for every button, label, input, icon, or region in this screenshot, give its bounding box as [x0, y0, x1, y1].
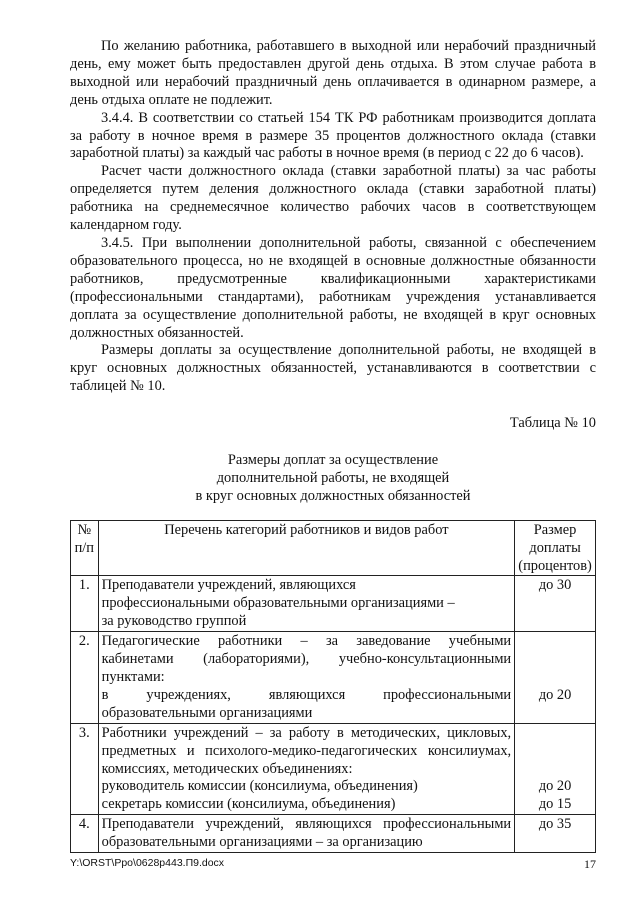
row-value	[515, 576, 596, 632]
table-label: Таблица № 10	[509, 415, 596, 432]
row-line: за руководство группой	[101, 613, 247, 630]
row-description	[98, 632, 515, 724]
row-value	[515, 815, 596, 853]
paragraph: Расчет части должностного оклада (ставки заработной платы) за час работы определяется путем деления должностного оклада (ставки заработной платы) работника на среднемесячное количество рабочих часов в соответствующем календарном году.	[70, 163, 596, 234]
table-title-line: в круг основных должностных обязанностей	[195, 487, 471, 504]
paragraph: 3.4.5. При выполнении дополнительной работы, связанной с обеспечением образовательного процесса, но не входящей в основные должностные обязанности работников, предусмотренные квалификационными характеристиками (профессиональными стандартами), работникам учреждения устанавливается доплата за осуществление дополнительной работы, не входящей в круг основных должностных обязанностей.	[70, 234, 596, 341]
row-subitem: руководитель комиссии (консилиума, объединения)	[101, 778, 418, 795]
table-row	[71, 576, 596, 632]
paragraph: По желанию работника, работавшего в выходной или нерабочий праздничный день, ему может быть предоставлен другой день отдыха. В этом случае работа в выходной или нерабочий праздничный день оплачивается в одинарном размере, а день отдыха оплате не подлежит.	[70, 38, 596, 108]
row-line: Преподаватели учреждений, являющихся	[101, 577, 356, 594]
table-title-line: Размеры доплат за осуществление	[227, 452, 439, 469]
header-num: № п/п	[71, 520, 99, 576]
table-row	[71, 815, 596, 853]
row-text: Педагогические работники – за заведование учебными кабинетами (лабораториями), учебно-консультационными пунктами:	[101, 633, 512, 685]
value: до 35	[538, 816, 572, 833]
page-number: 17	[584, 857, 596, 871]
table-row	[71, 632, 596, 724]
value: до 20	[538, 778, 572, 795]
paragraph: Размеры доплаты за осуществление дополнительной работы, не входящей в круг основных должностных обязанностей, устанавливаются в соответствии с таблицей № 10.	[70, 342, 596, 395]
surcharge-table	[70, 520, 596, 853]
table-title-line: дополнительной работы, не входящей	[216, 469, 450, 486]
row-description	[98, 723, 515, 815]
row-line: профессиональными образовательными организациями –	[101, 595, 455, 612]
row-text: Работники учреждений – за работу в методических, цикловых, предметных и психолого-медико-педагогических консилиумах, комиссиях, методических объединениях:	[101, 724, 512, 777]
header-name: Перечень категорий работников и видов работ	[98, 520, 515, 576]
row-value	[515, 632, 596, 724]
row-num: 3.	[71, 723, 99, 815]
row-num: 1.	[71, 576, 99, 632]
row-num: 2.	[71, 632, 99, 724]
value: до 30	[538, 577, 572, 594]
row-subitem: секретарь комиссии (консилиума, объединения)	[101, 796, 396, 813]
table-title	[70, 452, 596, 506]
value: до 15	[538, 796, 572, 813]
table-header-row	[71, 520, 596, 576]
file-path: Y:\ORST\Ppo\0628p443.П9.docx	[70, 857, 225, 869]
row-description	[98, 576, 515, 632]
row-subitem: в учреждениях, являющихся профессиональными образовательными организациями	[101, 686, 512, 721]
paragraph: 3.4.4. В соответствии со статьей 154 ТК РФ работникам производится доплата за работу в ночное время в размере 35 процентов должностного оклада (ставки заработной платы) за каждый час работы в ночное время (в период с 22 до 6 часов).	[70, 109, 596, 162]
header-size: Размер доплаты (процентов)	[515, 520, 596, 576]
table-row	[71, 723, 596, 815]
row-value	[515, 723, 596, 815]
row-text: Преподаватели учреждений, являющихся профессиональными образовательными организациями – за организацию	[101, 816, 512, 851]
document-page	[70, 38, 596, 853]
row-description	[98, 815, 515, 853]
row-num: 4.	[71, 815, 99, 853]
value: до 20	[538, 686, 572, 703]
